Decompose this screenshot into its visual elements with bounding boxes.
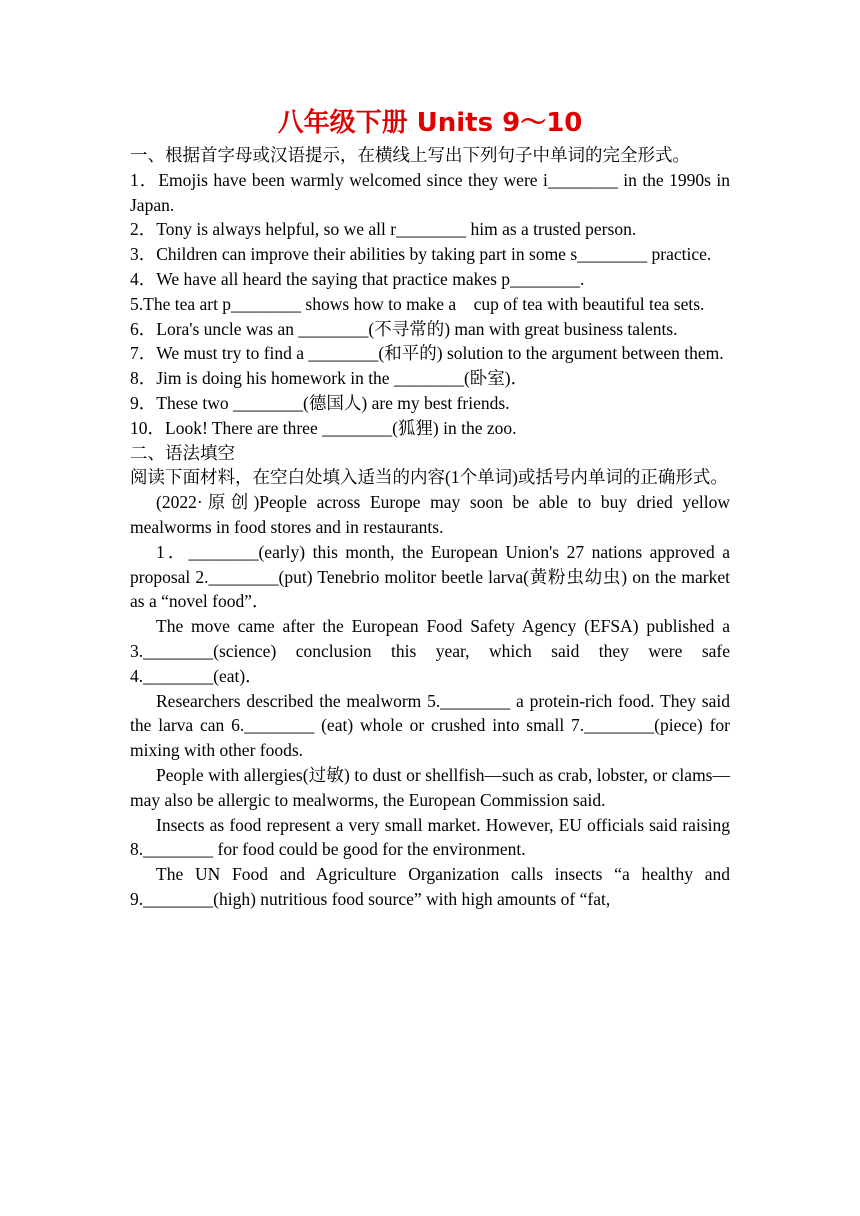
- question-6: 6．Lora's uncle was an ________(不寻常的) man with great business talents.: [130, 318, 678, 339]
- worksheet-page: [130, 103, 730, 912]
- question-7: 7．We must try to find a ________(和平的) solution to the argument between them.: [130, 343, 724, 364]
- question-10: 10．Look! There are three ________(狐狸) in the zoo.: [130, 417, 517, 438]
- question-2: 2．Tony is always helpful, so we all r________ him as a trusted person.: [130, 219, 637, 240]
- passage-paragraph: Insects as food represent a very small market. However, EU officials said raising 8.________ for food could be good for the environment.: [130, 814, 730, 860]
- section1-heading: 一、根据首字母或汉语提示，在横线上写出下列句子中单词的完全形式。: [130, 145, 690, 165]
- passage-paragraph: People with allergies(过敏) to dust or shellfish—such as crab, lobster, or clams—may also be allergic to mealworms, the European Commission said.: [130, 764, 730, 810]
- passage-paragraph: (2022·原创)People across Europe may soon be able to buy dried yellow mealworms in food stores and in restaurants.: [130, 492, 730, 537]
- section2-instruction: 阅读下面材料，在空白处填入适当的内容(1个单词)或括号内单词的正确形式。: [130, 467, 728, 488]
- passage-paragraph: The UN Food and Agriculture Organization calls insects “a healthy and 9.________(high) nutritious food source” with high amounts of “fat,: [130, 864, 730, 909]
- question-5: 5.The tea art p________ shows how to make a cup of tea with beautiful tea sets.: [130, 293, 705, 314]
- question-4: 4．We have all heard the saying that practice makes p________.: [130, 268, 585, 289]
- passage-paragraph: The move came after the European Food Safety Agency (EFSA) published a 3.________(science) conclusion this year, which said they were safe 4.________(eat)．: [130, 616, 730, 686]
- section2-heading: 二、语法填空: [130, 442, 235, 463]
- question-1: 1．Emojis have been warmly welcomed since they were i________ in the 1990s in Japan.: [130, 169, 730, 215]
- question-3: 3．Children can improve their abilities by taking part in some s________ practice.: [130, 244, 712, 265]
- passage-paragraph: 1．________(early) this month, the European Union's 27 nations approved a proposal 2.________(put) Tenebrio molitor beetle larva(黄粉虫幼虫) on the market as a “novel food”．: [130, 541, 730, 612]
- page-title: 八年级下册 Units 9～10: [277, 108, 583, 138]
- passage-paragraph: Researchers described the mealworm 5.________ a protein-rich food. They said the larva can 6.________ (eat) whole or crushed into small 7.________(piece) for mixing with other foods.: [130, 690, 730, 761]
- question-9: 9．These two ________(德国人) are my best friends.: [130, 392, 510, 413]
- question-8: 8．Jim is doing his homework in the ________(卧室)．: [130, 368, 529, 389]
